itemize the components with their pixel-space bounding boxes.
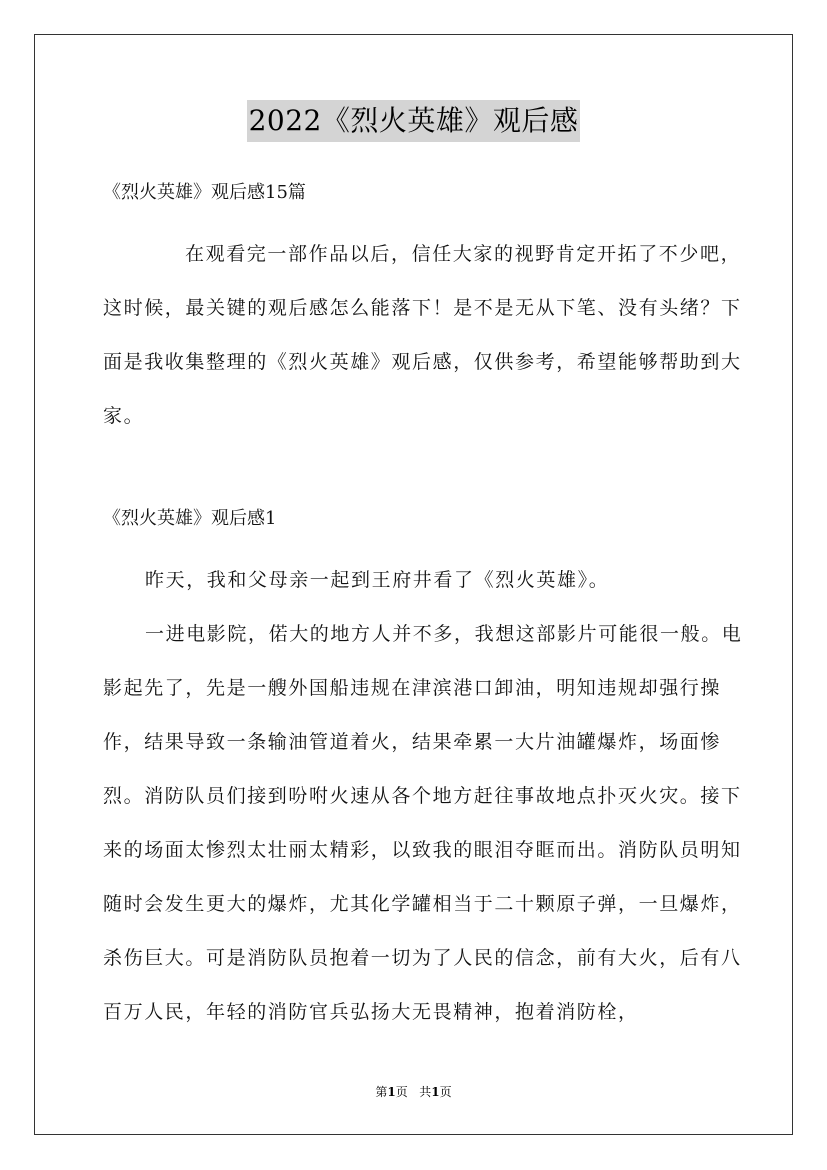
page-suffix: 页 — [395, 1085, 408, 1099]
current-page-number: 1 — [387, 1085, 396, 1099]
page-prefix: 第 — [375, 1085, 388, 1099]
document-title: 2022《烈火英雄》观后感 — [247, 100, 581, 142]
total-suffix: 页 — [439, 1085, 452, 1099]
section-heading: 《烈火英雄》观后感1 — [103, 508, 277, 529]
document-subtitle: 《烈火英雄》观后感15篇 — [103, 182, 306, 203]
total-page-number: 1 — [431, 1085, 440, 1099]
intro-paragraph: 在观看完一部作品以后，信任大家的视野肯定开拓了不少吧，这时候，最关键的观后感怎么能落下！是不是无从下笔、没有头绪？下面是我收集整理的《烈火英雄》观后感，仅供参考，希望能够帮助到大家。 — [103, 243, 742, 427]
body-paragraph-2: 一进电影院，偌大的地方人并不多，我想这部影片可能很一般。电影起先了，先是一艘外国船违规在津滨港口卸油，明知违规却强行操作，结果导致一条输油管道着火，结果牵累一大片油罐爆炸，场面惨烈。消防队员们接到吩咐火速从各个地方赶往事故地点扑灭火灾。接下来的场面太惨烈太壮丽太精彩，以致我的眼泪夺眶而出。消防队员明知随时会发生更大的爆炸，尤其化学罐相当于二十颗原子弹，一旦爆炸，杀伤巨大。可是消防队员抱着一切为了人民的信念，前有大火，后有八百万人民，年轻的消防官兵弘扬大无畏精神，抱着消防栓， — [103, 623, 743, 1023]
title-container — [0, 100, 827, 142]
essay-body — [103, 553, 743, 1039]
intro-block — [103, 227, 743, 443]
body-paragraph-1: 昨天，我和父母亲一起到王府井看了《烈火英雄》。 — [145, 569, 610, 591]
total-prefix: 共 — [419, 1085, 432, 1099]
page-footer — [0, 1083, 827, 1101]
